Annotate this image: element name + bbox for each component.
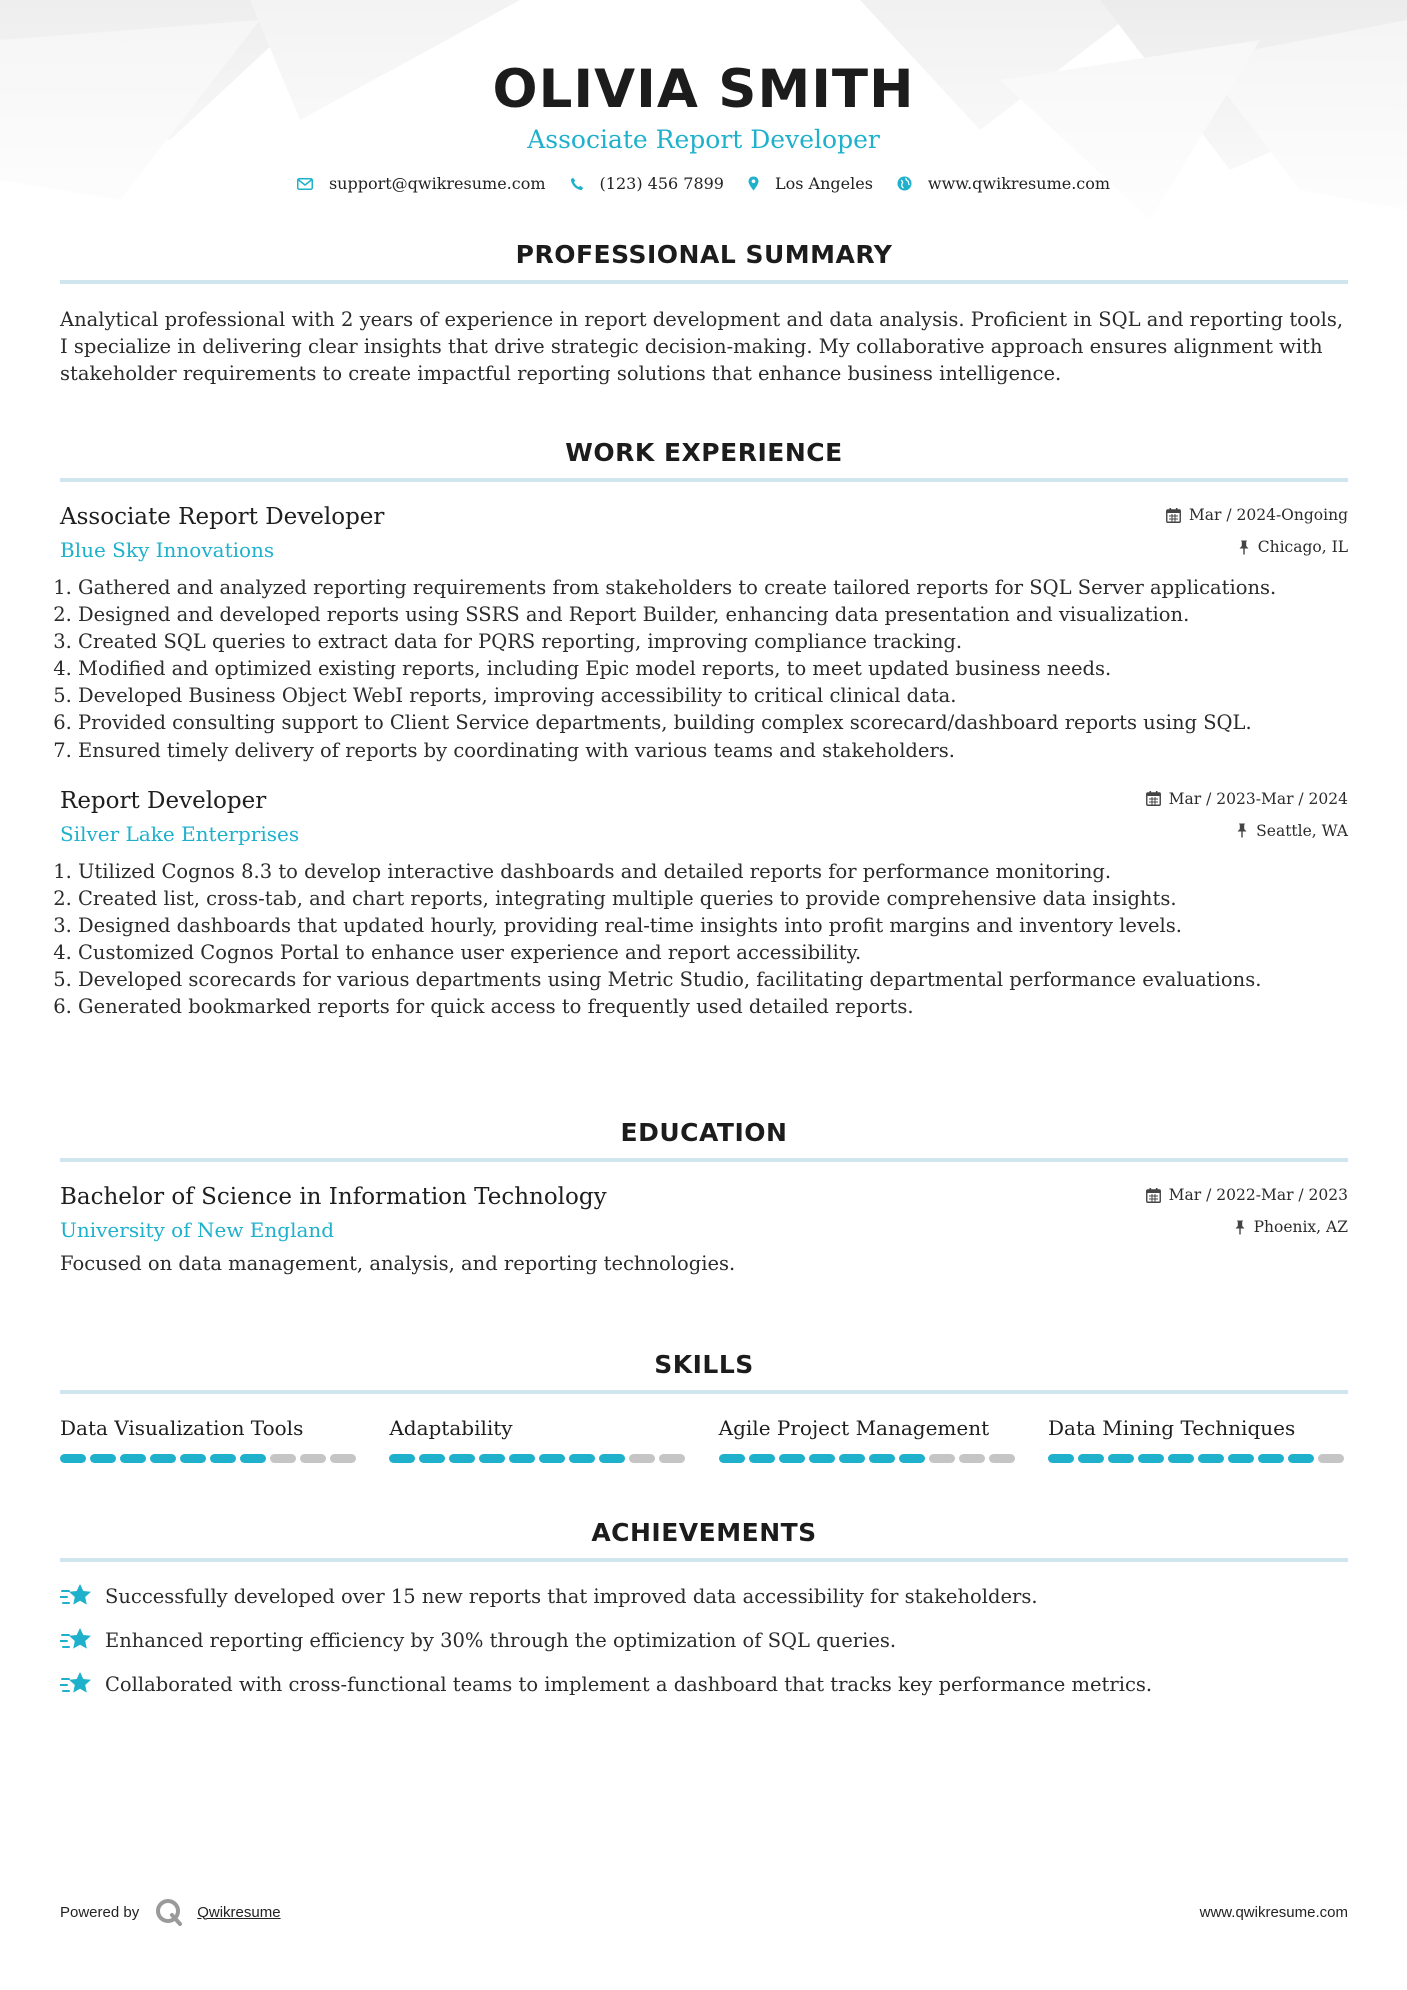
- contact-phone-text: (123) 456 7899: [599, 174, 724, 193]
- job-location: [1238, 538, 1348, 556]
- achievements-heading: ACHIEVEMENTS: [591, 1518, 817, 1547]
- job-title: Report Developer: [60, 787, 267, 814]
- skill-segment-filled: [1108, 1454, 1134, 1463]
- skill-segment-filled: [1258, 1454, 1284, 1463]
- list-item: 2. Created list, cross-tab, and chart reports, integrating multiple queries to provide comprehensive data insights.: [78, 885, 1348, 912]
- education-date: [1146, 1186, 1348, 1204]
- section-divider: [60, 1558, 1348, 1562]
- list-item: 5. Developed Business Object WebI reports, improving accessibility to critical clinical data.: [78, 682, 1348, 709]
- summary-heading: PROFESSIONAL SUMMARY: [515, 240, 893, 269]
- education-entry: [60, 1182, 1348, 1277]
- skill-level-bar: [719, 1454, 1019, 1463]
- contact-location-text: Los Angeles: [774, 174, 873, 193]
- skill-segment-filled: [60, 1454, 86, 1463]
- list-item: 2. Designed and developed reports using SSRS and Report Builder, enhancing data presentation and visualization.: [78, 601, 1348, 628]
- education-heading: EDUCATION: [620, 1118, 788, 1147]
- skill-segment-filled: [90, 1454, 116, 1463]
- job-company: Silver Lake Enterprises: [60, 821, 300, 846]
- skills-list: [60, 1414, 1348, 1463]
- achievements-list: [60, 1582, 1348, 1698]
- list-item: 4. Modified and optimized existing reports, including Epic model reports, to meet updated business needs.: [78, 655, 1348, 682]
- skill-item: [1048, 1414, 1348, 1463]
- envelope-icon: [297, 178, 313, 190]
- contact-bar: [0, 174, 1407, 193]
- skill-segment-filled: [150, 1454, 176, 1463]
- job-responsibilities: [60, 574, 1348, 764]
- skill-segment-filled: [1288, 1454, 1314, 1463]
- section-divider: [60, 1158, 1348, 1162]
- skill-segment-filled: [1198, 1454, 1224, 1463]
- candidate-role: Associate Report Developer: [527, 125, 880, 154]
- experience-section: [60, 438, 1348, 1020]
- skill-segment-empty: [330, 1454, 356, 1463]
- section-divider: [60, 478, 1348, 482]
- list-item: 5. Developed scorecards for various departments using Metric Studio, facilitating departmental performance evaluations.: [78, 966, 1348, 993]
- skill-segment-filled: [1078, 1454, 1104, 1463]
- candidate-name: OLIVIA SMITH: [492, 59, 915, 120]
- skill-name: Data Visualization Tools: [60, 1416, 304, 1440]
- skill-item: [389, 1414, 689, 1463]
- skill-segment-filled: [899, 1454, 925, 1463]
- skill-segment-filled: [479, 1454, 505, 1463]
- skill-segment-filled: [869, 1454, 895, 1463]
- skill-segment-filled: [389, 1454, 415, 1463]
- contact-email-text: support@qwikresume.com: [328, 174, 546, 193]
- experience-heading: WORK EXPERIENCE: [565, 438, 843, 467]
- contact-phone[interactable]: [570, 174, 724, 193]
- achievement-text: Collaborated with cross-functional teams to implement a dashboard that tracks key performance metrics.: [105, 1672, 1153, 1696]
- list-item: 4. Customized Cognos Portal to enhance user experience and report accessibility.: [78, 939, 1348, 966]
- map-pin-icon: [748, 176, 759, 191]
- skill-segment-filled: [419, 1454, 445, 1463]
- job-date: [1146, 790, 1348, 808]
- skill-segment-filled: [749, 1454, 775, 1463]
- job-date: [1166, 506, 1348, 524]
- globe-icon: [897, 176, 912, 191]
- skill-item: [60, 1414, 360, 1463]
- calendar-icon: [1146, 791, 1161, 806]
- skill-segment-filled: [1138, 1454, 1164, 1463]
- footer-website-link[interactable]: www.qwikresume.com: [1199, 1903, 1348, 1921]
- qwikresume-link[interactable]: Qwikresume: [197, 1903, 281, 1921]
- skill-segment-filled: [240, 1454, 266, 1463]
- contact-location: [748, 174, 873, 193]
- skill-segment-filled: [569, 1454, 595, 1463]
- phone-icon: [570, 177, 584, 191]
- calendar-icon: [1166, 508, 1181, 523]
- achievement-item: [60, 1582, 1348, 1610]
- degree-title: Bachelor of Science in Information Technology: [60, 1184, 607, 1210]
- skill-segment-empty: [300, 1454, 326, 1463]
- skill-segment-filled: [1228, 1454, 1254, 1463]
- skill-level-bar: [1048, 1454, 1348, 1463]
- skill-segment-filled: [809, 1454, 835, 1463]
- pushpin-icon: [1238, 540, 1250, 555]
- list-item: 6. Provided consulting support to Client Service departments, building complex scorecard/dashboard reports using SQL.: [78, 709, 1348, 736]
- skill-level-bar: [60, 1454, 360, 1463]
- job-location-text: Seattle, WA: [1256, 821, 1348, 840]
- skill-segment-filled: [599, 1454, 625, 1463]
- skill-segment-filled: [1048, 1454, 1074, 1463]
- list-item: 3. Designed dashboards that updated hourly, providing real-time insights into profit margins and inventory levels.: [78, 912, 1348, 939]
- qwikresume-logo-icon: [155, 1898, 183, 1926]
- job-entry: [60, 502, 1348, 764]
- skills-heading: SKILLS: [654, 1350, 754, 1379]
- calendar-icon: [1146, 1188, 1161, 1203]
- resume-header: [0, 0, 1407, 193]
- skill-segment-filled: [509, 1454, 535, 1463]
- skill-segment-filled: [539, 1454, 565, 1463]
- star-icon: [60, 1626, 92, 1654]
- section-divider: [60, 1390, 1348, 1394]
- skill-segment-filled: [120, 1454, 146, 1463]
- powered-by-label: Powered by: [60, 1903, 140, 1921]
- skill-segment-empty: [270, 1454, 296, 1463]
- skill-name: Adaptability: [389, 1416, 513, 1440]
- achievement-text: Enhanced reporting efficiency by 30% through the optimization of SQL queries.: [105, 1628, 897, 1652]
- star-icon: [60, 1582, 92, 1610]
- job-date-text: Mar / 2024-Ongoing: [1188, 506, 1348, 524]
- section-divider: [60, 280, 1348, 284]
- star-icon: [60, 1670, 92, 1698]
- skill-name: Agile Project Management: [718, 1416, 990, 1440]
- skill-segment-filled: [839, 1454, 865, 1463]
- contact-website-text: www.qwikresume.com: [927, 174, 1111, 193]
- skill-segment-filled: [719, 1454, 745, 1463]
- achievement-item: [60, 1626, 1348, 1654]
- list-item: 1. Gathered and analyzed reporting requirements from stakeholders to create tailored reports for SQL Server applications.: [78, 574, 1348, 601]
- education-location: [1234, 1218, 1348, 1236]
- school-name: University of New England: [60, 1218, 335, 1242]
- list-item: 1. Utilized Cognos 8.3 to develop interactive dashboards and detailed reports for performance monitoring.: [78, 858, 1348, 885]
- contact-email[interactable]: [297, 174, 546, 193]
- list-item: 7. Ensured timely delivery of reports by coordinating with various teams and stakeholders.: [78, 737, 1348, 764]
- skill-segment-empty: [1318, 1454, 1344, 1463]
- job-date-text: Mar / 2023-Mar / 2024: [1168, 789, 1348, 808]
- skill-segment-empty: [989, 1454, 1015, 1463]
- skill-segment-filled: [180, 1454, 206, 1463]
- skill-segment-empty: [929, 1454, 955, 1463]
- job-responsibilities: [60, 858, 1348, 1021]
- list-item: 3. Created SQL queries to extract data for PQRS reporting, improving compliance tracking.: [78, 628, 1348, 655]
- skill-name: Data Mining Techniques: [1047, 1416, 1296, 1440]
- contact-website[interactable]: [897, 174, 1110, 193]
- education-location-text: Phoenix, AZ: [1253, 1218, 1348, 1236]
- footer-powered-by: [60, 1898, 281, 1926]
- job-location: [1236, 822, 1348, 840]
- job-location-text: Chicago, IL: [1257, 538, 1348, 556]
- achievements-section: [60, 1518, 1348, 1714]
- skill-segment-filled: [779, 1454, 805, 1463]
- education-section: [60, 1118, 1348, 1277]
- skill-segment-empty: [629, 1454, 655, 1463]
- skill-segment-filled: [1168, 1454, 1194, 1463]
- job-entry: [60, 786, 1348, 1021]
- pushpin-icon: [1234, 1220, 1246, 1235]
- list-item: 6. Generated bookmarked reports for quick access to frequently used detailed reports.: [78, 993, 1348, 1020]
- skill-segment-empty: [659, 1454, 685, 1463]
- page-footer: [60, 1898, 1348, 1926]
- job-title: Associate Report Developer: [60, 504, 385, 530]
- pushpin-icon: [1236, 823, 1248, 838]
- summary-text: Analytical professional with 2 years of experience in report development and data analysis. Proficient in SQL and reporting tools, I specialize in delivering clear insights that drive strategic decision-making. My collaborative approach ensures alignment with stakeholder requirements to create impactful reporting solutions that enhance business intelligence.: [60, 308, 1344, 385]
- summary-section: [60, 240, 1348, 387]
- job-company: Blue Sky Innovations: [60, 538, 275, 562]
- skill-item: [719, 1414, 1019, 1463]
- education-date-text: Mar / 2022-Mar / 2023: [1168, 1186, 1348, 1204]
- skill-segment-filled: [449, 1454, 475, 1463]
- skill-segment-empty: [959, 1454, 985, 1463]
- skills-section: [60, 1350, 1348, 1463]
- skill-level-bar: [389, 1454, 689, 1463]
- achievement-item: [60, 1670, 1348, 1698]
- achievement-text: Successfully developed over 15 new reports that improved data accessibility for stakeholders.: [105, 1584, 1038, 1608]
- education-description: Focused on data management, analysis, and reporting technologies.: [60, 1252, 736, 1275]
- skill-segment-filled: [210, 1454, 236, 1463]
